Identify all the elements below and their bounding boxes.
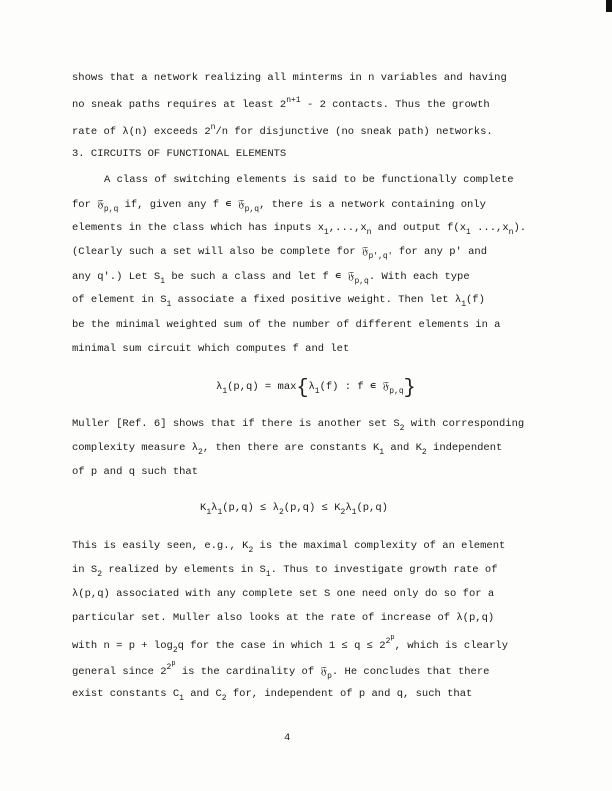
- equation-inequality: $K_1\lambda_1(p,q) \le \lambda_2(p,q) \le K_2\lambda_1(p,q)$: [200, 502, 388, 517]
- text-line: minimal sum circuit which computes f and let: [72, 343, 350, 355]
- text-line: Muller [Ref. 6] shows that if there is another set $S_2$ with corresponding: [72, 418, 525, 433]
- scan-corner-mark: [606, 0, 612, 12]
- text-line: no sneak paths requires at least $2^{n+1} - 2$ contacts. Thus the growth: [72, 96, 490, 111]
- text-line: elements in the class which has inputs $x_1,...,x_n$ and output $f(x_1$ $...,x_n$).: [72, 222, 527, 237]
- text-line: particular set. Muller also looks at the rate of increase of λ(p,q): [72, 612, 495, 624]
- text-line: be the minimal weighted sum of the number of different elements in a: [72, 319, 501, 331]
- text-line: λ(p,q) associated with any complete set S one need only do so for a: [72, 588, 495, 600]
- text-line: in $S_2$ realized by elements in $S_1$. Thus to investigate growth rate of: [72, 564, 498, 579]
- text-line: for 𝔉$_{p,q}$ if, given any f ∊ 𝔉$_{p,q}$, there is a network containing only: [72, 199, 486, 214]
- page-number: 4: [284, 732, 291, 744]
- text-line: of element in $S_1$ associate a fixed positive weight. Then let $\lambda_1(f)$: [72, 294, 485, 309]
- text-line: (Clearly such a set will also be complete for 𝔉$_{p',q'}$ for any p′ and: [72, 246, 488, 261]
- text-line: shows that a network realizing all minterms in n variables and having: [72, 72, 507, 84]
- text-line: exist constants $C_1$ and $C_2$ for, independent of p and q, such that: [72, 688, 473, 703]
- equation-max-lambda: $\lambda_1(p,q) = \max\{\lambda_1(f)$ : f ∊ 𝔉$_{p,q}$}: [216, 377, 416, 400]
- text-line: rate of λ(n) exceeds 2$^n$/n for disjunctive (no sneak path) networks.: [72, 123, 493, 138]
- text-line: complexity measure $\lambda_2$, then there are constants $K_1$ and $K_2$ independent: [72, 442, 503, 457]
- text-line: general since $2^{2^p}$ is the cardinality of 𝔉$_p$. He concludes that there: [72, 660, 490, 681]
- text-line: any q′.) Let $S_1$ be such a class and let f ∊ 𝔉$_{p,q}$. With each type: [72, 271, 470, 286]
- text-line: with $n = p + \log_2q$ for the case in which $1 \le q \le 2^{2^p}$, which is clearly: [72, 634, 509, 655]
- text-line: of p and q such that: [72, 466, 199, 478]
- text-line: This is easily seen, e.g., $K_2$ is the maximal complexity of an element: [72, 540, 506, 555]
- section-heading: 3. CIRCUITS OF FUNCTIONAL ELEMENTS: [72, 148, 287, 160]
- text-line: A class of switching elements is said to be functionally complete: [104, 174, 514, 186]
